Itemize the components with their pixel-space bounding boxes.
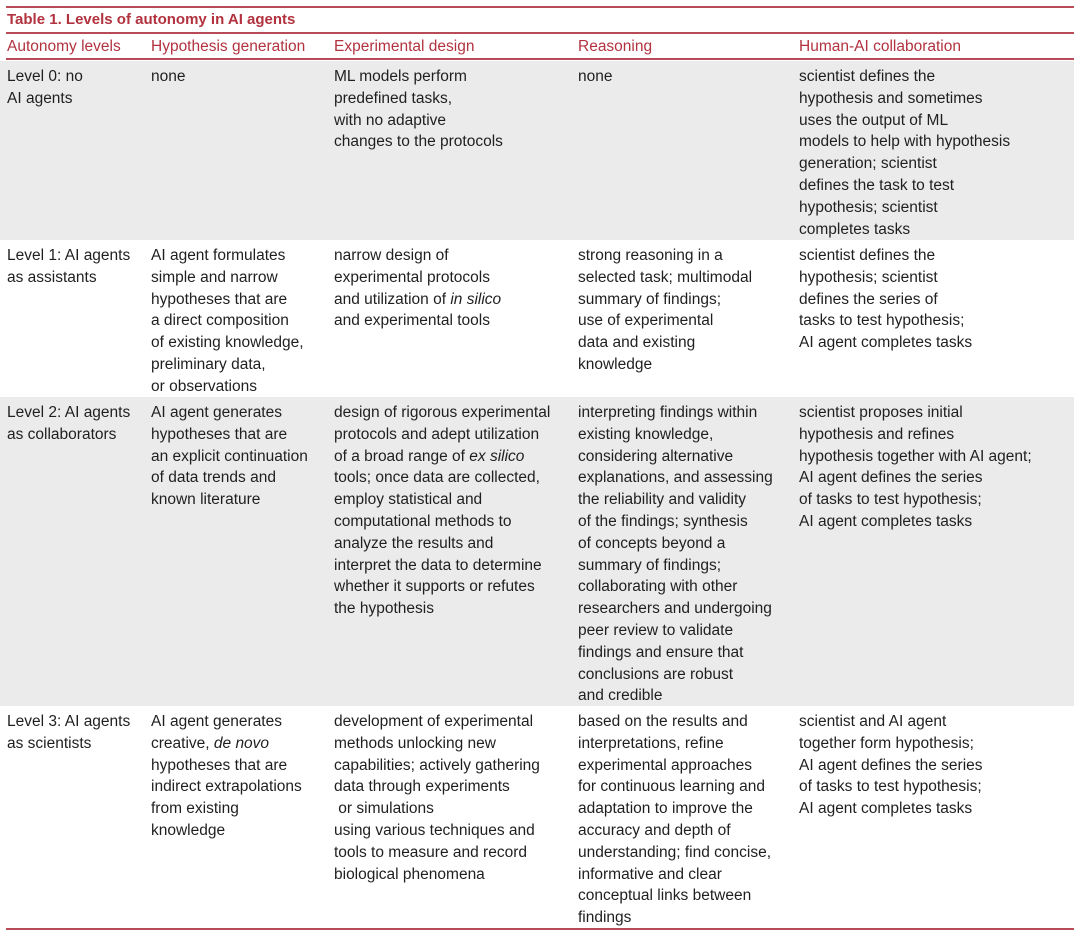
- column-header-reasoning: Reasoning: [578, 38, 653, 55]
- cell-line: AI agent completes tasks: [799, 800, 973, 818]
- cell-line: data through experiments: [334, 778, 510, 796]
- cell-italic-term: de novo: [213, 734, 270, 752]
- cell-hypothesis-generation: [151, 245, 304, 398]
- cell-line: hypothesis; scientist: [799, 268, 938, 286]
- cell-line: with no adaptive: [334, 111, 447, 129]
- cell-hypothesis-generation: [151, 402, 308, 511]
- cell-line: uses the output of ML: [799, 111, 949, 129]
- column-header-autonomy-levels: Autonomy levels: [7, 38, 121, 55]
- cell-line: or simulations: [334, 800, 434, 818]
- cell-line: knowledge: [578, 355, 653, 373]
- cell-line: simple and narrow: [151, 268, 278, 286]
- cell-line: interpreting findings within: [578, 404, 758, 421]
- cell-line: summary of findings;: [578, 290, 721, 308]
- cell-hypothesis-generation: [151, 66, 185, 88]
- cell-line: AI agent defines the series: [799, 756, 983, 774]
- cell-line: completes tasks: [799, 220, 911, 238]
- cell-line: as scientists: [7, 734, 92, 752]
- cell-text: creative,: [151, 734, 214, 752]
- cell-line: strong reasoning in a: [578, 247, 723, 264]
- cell-line: collaborating with other: [578, 578, 738, 596]
- cell-line: using various techniques and: [334, 821, 535, 839]
- cell-line: researchers and undergoing: [578, 600, 772, 618]
- cell-line: together form hypothesis;: [799, 734, 974, 752]
- cell-line: adaptation to improve the: [578, 800, 753, 818]
- cell-line: hypotheses that are: [151, 756, 288, 774]
- cell-line: hypotheses that are: [151, 290, 288, 308]
- cell-line: ML models perform: [334, 68, 467, 85]
- cell-line: Level 2: AI agents: [7, 404, 131, 421]
- cell-line: of concepts beyond a: [578, 534, 726, 552]
- table-row-level-2: [0, 397, 1074, 706]
- cell-line: generation; scientist: [799, 155, 937, 173]
- cell-line: computational methods to: [334, 512, 512, 530]
- cell-line: as collaborators: [7, 425, 117, 443]
- column-header-hypothesis-generation: Hypothesis generation: [151, 38, 306, 55]
- cell-line: [334, 446, 550, 468]
- cell-line: narrow design of: [334, 247, 449, 264]
- column-header-experimental-design: Experimental design: [334, 38, 475, 55]
- cell-line: predefined tasks,: [334, 89, 453, 107]
- top-rule: [6, 6, 1074, 8]
- cell-line: known literature: [151, 491, 261, 509]
- cell-human-ai-collaboration: [799, 402, 1032, 533]
- cell-line: interpretations, refine: [578, 734, 724, 752]
- cell-line: interpret the data to determine: [334, 556, 542, 574]
- cell-line: experimental approaches: [578, 756, 753, 774]
- cell-line: models to help with hypothesis: [799, 133, 1011, 151]
- cell-line: AI agents: [7, 89, 73, 107]
- cell-line: and credible: [578, 687, 663, 705]
- cell-italic-term: in silico: [450, 290, 502, 308]
- cell-reasoning: [578, 245, 752, 376]
- cell-autonomy-level: [7, 66, 83, 110]
- cell-line: knowledge: [151, 821, 226, 839]
- cell-human-ai-collaboration: [799, 245, 972, 354]
- cell-autonomy-level: [7, 245, 130, 289]
- cell-line: scientist proposes initial: [799, 404, 963, 421]
- cell-line: informative and clear: [578, 865, 722, 883]
- cell-line: protocols and adept utilization: [334, 425, 540, 443]
- cell-line: scientist and AI agent: [799, 713, 947, 730]
- cell-experimental-design: [334, 711, 540, 885]
- cell-line: explanations, and assessing: [578, 469, 773, 487]
- cell-line: for continuous learning and: [578, 778, 765, 796]
- cell-line: hypotheses that are: [151, 425, 288, 443]
- bottom-rule: [6, 928, 1074, 930]
- cell-line: [334, 289, 501, 311]
- cell-human-ai-collaboration: [799, 711, 983, 820]
- cell-line: experimental protocols: [334, 268, 490, 286]
- cell-text: of a broad range of: [334, 447, 470, 465]
- cell-line: analyze the results and: [334, 534, 494, 552]
- cell-line: of data trends and: [151, 469, 276, 487]
- cell-line: Level 1: AI agents: [7, 247, 131, 264]
- cell-line: AI agent generates: [151, 713, 282, 730]
- cell-line: scientist defines the: [799, 247, 936, 264]
- cell-hypothesis-generation: [151, 711, 302, 842]
- cell-line: accuracy and depth of: [578, 821, 731, 839]
- cell-line: tasks to test hypothesis;: [799, 312, 965, 330]
- cell-reasoning: [578, 711, 771, 929]
- cell-line: hypothesis and refines: [799, 425, 955, 443]
- cell-experimental-design: [334, 66, 503, 153]
- cell-line: hypothesis and sometimes: [799, 89, 983, 107]
- cell-line: design of rigorous experimental: [334, 404, 551, 421]
- cell-line: tools to measure and record: [334, 843, 527, 861]
- table-title: Table 1. Levels of autonomy in AI agents: [7, 11, 296, 28]
- header-rule: [6, 58, 1074, 60]
- cell-experimental-design: [334, 245, 501, 332]
- cell-line: development of experimental: [334, 713, 534, 730]
- cell-line: the hypothesis: [334, 600, 434, 618]
- cell-line: selected task; multimodal: [578, 268, 753, 286]
- cell-line: scientist defines the: [799, 68, 936, 85]
- cell-line: biological phenomena: [334, 865, 485, 883]
- cell-line: from existing: [151, 800, 239, 818]
- table-row-level-3: [0, 706, 1074, 928]
- cell-line: of tasks to test hypothesis;: [799, 491, 982, 509]
- cell-line: tools; once data are collected,: [334, 469, 540, 487]
- table-row-level-0: [0, 61, 1074, 240]
- cell-line: changes to the protocols: [334, 133, 503, 151]
- cell-line: considering alternative: [578, 447, 734, 465]
- cell-line: employ statistical and: [334, 491, 483, 509]
- cell-line: of the findings; synthesis: [578, 512, 748, 530]
- cell-line: preliminary data,: [151, 355, 266, 373]
- table-row-level-1: [0, 240, 1074, 397]
- cell-line: methods unlocking new: [334, 734, 496, 752]
- cell-line: peer review to validate: [578, 621, 734, 639]
- column-header-human-ai-collaboration: Human-AI collaboration: [799, 38, 961, 55]
- cell-line: none: [578, 68, 613, 85]
- cell-line: use of experimental: [578, 312, 714, 330]
- cell-line: of tasks to test hypothesis;: [799, 778, 982, 796]
- cell-autonomy-level: [7, 711, 130, 755]
- title-rule: [6, 32, 1074, 34]
- cell-line: as assistants: [7, 268, 97, 286]
- cell-text: and utilization of: [334, 290, 451, 308]
- cell-line: indirect extrapolations: [151, 778, 302, 796]
- cell-line: AI agent defines the series: [799, 469, 983, 487]
- cell-line: conceptual links between: [578, 887, 752, 905]
- cell-line: a direct composition: [151, 312, 289, 330]
- cell-italic-term: ex silico: [469, 447, 525, 465]
- cell-line: whether it supports or refutes: [334, 578, 535, 596]
- cell-line: capabilities; actively gathering: [334, 756, 540, 774]
- cell-reasoning: [578, 402, 773, 707]
- cell-line: findings and ensure that: [578, 643, 744, 661]
- cell-line: hypothesis; scientist: [799, 198, 938, 216]
- cell-line: data and existing: [578, 334, 696, 352]
- cell-line: AI agent generates: [151, 404, 282, 421]
- cell-line: conclusions are robust: [578, 665, 734, 683]
- cell-line: an explicit continuation: [151, 447, 308, 465]
- cell-line: and experimental tools: [334, 312, 490, 330]
- cell-line: Level 0: no: [7, 68, 83, 85]
- cell-line: Level 3: AI agents: [7, 713, 131, 730]
- cell-line: defines the task to test: [799, 176, 955, 194]
- cell-line: hypothesis together with AI agent;: [799, 447, 1032, 465]
- cell-human-ai-collaboration: [799, 66, 1010, 240]
- cell-line: findings: [578, 909, 632, 927]
- cell-autonomy-level: [7, 402, 130, 446]
- cell-experimental-design: [334, 402, 550, 620]
- cell-line: defines the series of: [799, 290, 938, 308]
- cell-line: the reliability and validity: [578, 491, 747, 509]
- cell-line: understanding; find concise,: [578, 843, 772, 861]
- cell-line: or observations: [151, 377, 257, 395]
- cell-line: summary of findings;: [578, 556, 721, 574]
- cell-line: of existing knowledge,: [151, 334, 304, 352]
- cell-line: AI agent formulates: [151, 247, 286, 264]
- cell-line: none: [151, 68, 186, 85]
- cell-line: based on the results and: [578, 713, 748, 730]
- cell-line: existing knowledge,: [578, 425, 714, 443]
- cell-line: AI agent completes tasks: [799, 512, 973, 530]
- cell-line: [151, 733, 302, 755]
- cell-line: AI agent completes tasks: [799, 334, 973, 352]
- cell-reasoning: [578, 66, 612, 88]
